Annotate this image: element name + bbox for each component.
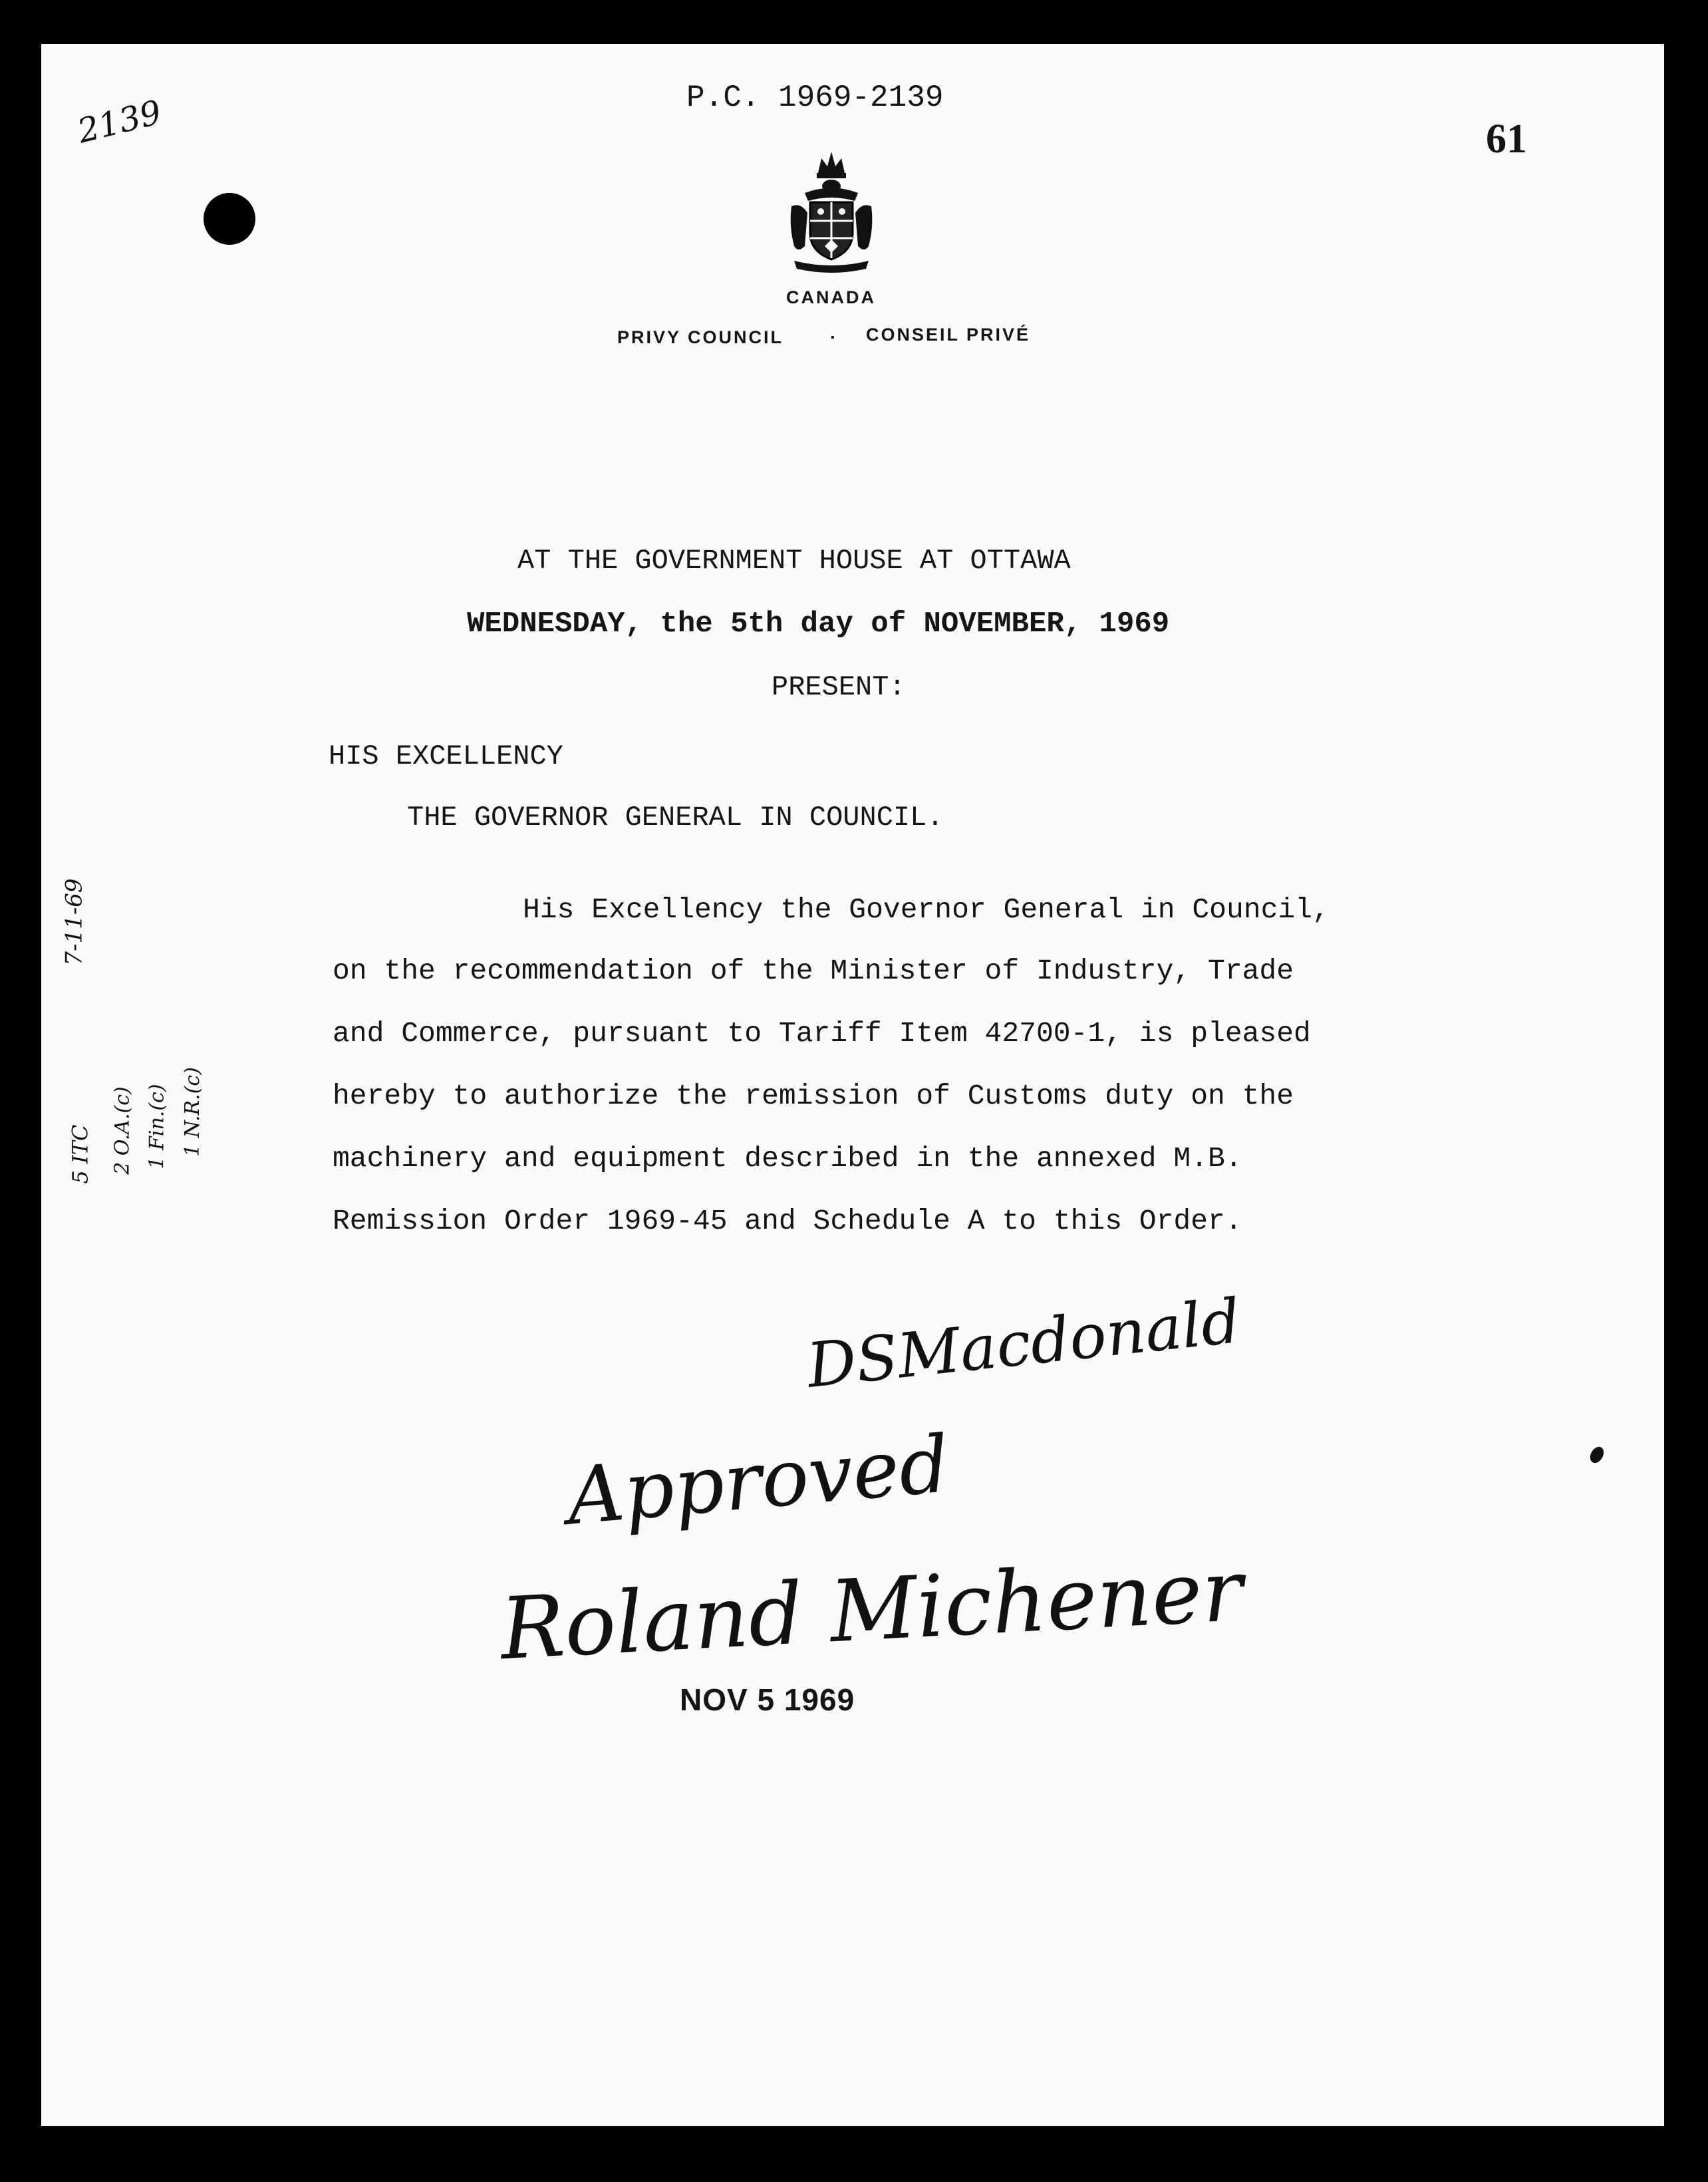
margin-note-itc: 5 ITC [67, 1124, 93, 1184]
coat-of-arms-icon [785, 146, 878, 273]
margin-note-fin: 1 Fin.(c) [145, 1084, 169, 1169]
meeting-location: AT THE GOVERNMENT HOUSE AT OTTAWA [517, 545, 1071, 577]
paper-speck-mark [1588, 1444, 1607, 1466]
body-line-2: on the recommendation of the Minister of Industry, Trade [333, 955, 1294, 987]
approved-handwriting: Approved [563, 1418, 953, 1543]
page-number: 61 [1486, 116, 1527, 162]
letterhead-council-fr: CONSEIL PRIVÉ [866, 325, 1031, 345]
letterhead-council-en: PRIVY COUNCIL [617, 327, 784, 347]
margin-note-oa: 2 O.A.(c) [110, 1086, 134, 1175]
body-line-6: Remission Order 1969-45 and Schedule A to this Order. [333, 1205, 1242, 1237]
margin-note-nr: 1 N.R.(c) [180, 1067, 204, 1157]
body-line-1: His Excellency the Governor General in Council, [523, 893, 1330, 926]
order-number: P.C. 1969-2139 [686, 80, 944, 115]
present-heading: PRESENT: [772, 671, 906, 703]
punch-hole-mark [204, 193, 255, 245]
date-stamp: NOV 5 1969 [680, 1682, 855, 1717]
margin-note-date: 7-11-69 [61, 878, 88, 966]
body-line-3: and Commerce, pursuant to Tariff Item 42700-1, is pleased [333, 1017, 1311, 1050]
meeting-date: WEDNESDAY, the 5th day of NOVEMBER, 1969 [467, 607, 1170, 641]
governor-general-signature: Roland Michener [498, 1541, 1246, 1680]
body-line-4: hereby to authorize the remission of Customs duty on the [333, 1080, 1294, 1112]
document-page [41, 44, 1664, 2126]
attendee-governor-general: THE GOVERNOR GENERAL IN COUNCIL. [407, 802, 944, 834]
handwritten-reference: 2139 [73, 92, 166, 151]
letterhead-country: CANADA [786, 287, 876, 307]
letterhead-separator: · [830, 327, 838, 347]
minister-signature: DSMacdonald [803, 1285, 1244, 1402]
body-line-5: machinery and equipment described in the annexed M.B. [333, 1142, 1242, 1175]
attendee-his-excellency: HIS EXCELLENCY [329, 740, 563, 772]
